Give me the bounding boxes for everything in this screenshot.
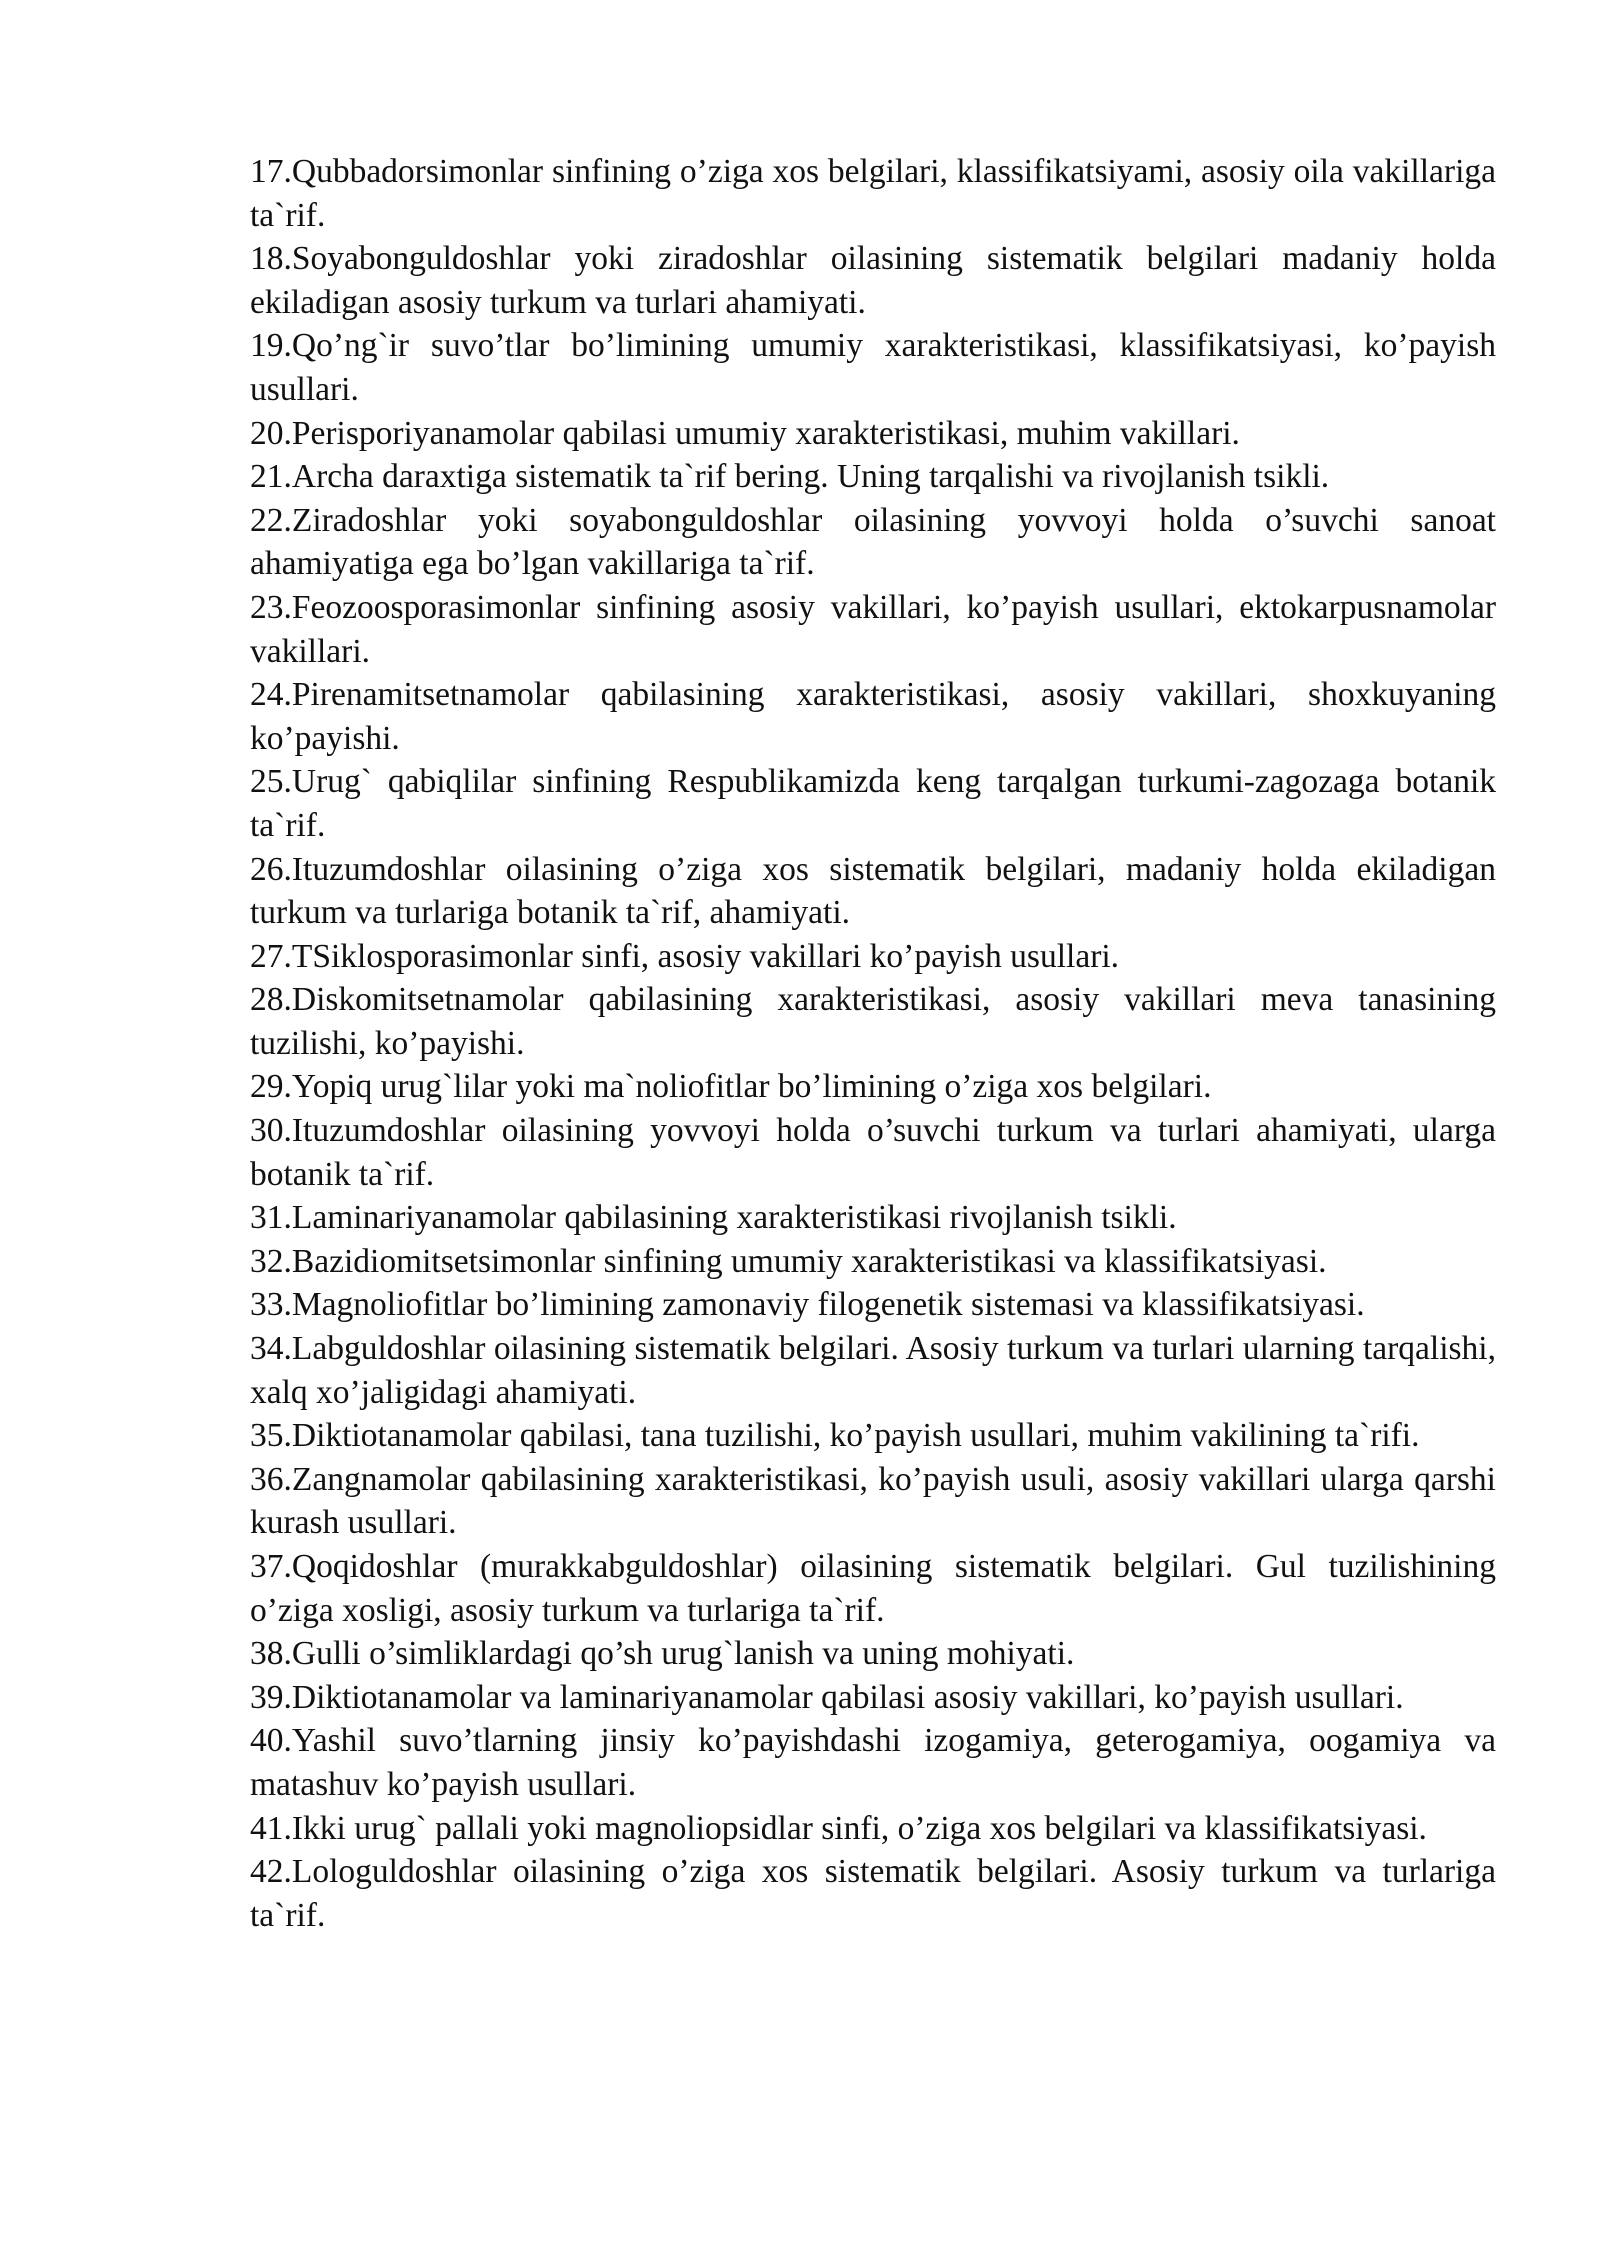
question-item-40: 40.Yashil suvo’tlarning jinsiy ko’payishdashi izogamiya, geterogamiya, oogamiya va matashuv ko’payish usullari.: [250, 1722, 1496, 1803]
question-item-28: 28.Diskomitsetnamolar qabilasining xarakteristikasi, asosiy vakillari meva tanasining tuzilishi, ko’payishi.: [250, 981, 1496, 1062]
question-item-20: 20.Perisporiyanamolar qabilasi umumiy xarakteristikasi, muhim vakillari.: [250, 414, 1240, 452]
question-item-25: 25.Urug` qabiqlilar sinfining Respublikamizda keng tarqalgan turkumi-zagozaga botanik ta`rif.: [250, 763, 1496, 844]
question-item-19: 19.Qo’ng`ir suvo’tlar bo’limining umumiy xarakteristikasi, klassifikatsiyasi, ko’payish usullari.: [250, 327, 1496, 408]
question-item-37: 37.Qoqidoshlar (murakkabguldoshlar) oilasining sistematik belgilari. Gul tuzilishining o’ziga xosligi, asosiy turkum va turlariga ta`rif.: [250, 1548, 1496, 1629]
question-item-17: 17.Qubbadorsimonlar sinfining o’ziga xos belgilari, klassifikatsiyami, asosiy oila vakillariga ta`rif.: [250, 153, 1496, 234]
question-item-22: 22.Ziradoshlar yoki soyabonguldoshlar oilasining yovvoyi holda o’suvchi sanoat ahamiyatiga ega bo’lgan vakillariga ta`rif.: [250, 501, 1496, 583]
question-item-39: 39.Diktiotanamolar va laminariyanamolar qabilasi asosiy vakillari, ko’payish usullari.: [250, 1678, 1404, 1716]
question-item-23: 23.Feozoosporasimonlar sinfining asosiy vakillari, ko’payish usullari, ektokarpusnamolar vakillari.: [250, 588, 1496, 670]
question-item-34: 34.Labguldoshlar oilasining sistematik belgilari. Asosiy turkum va turlari ularning tarqalishi, xalq xo’jaligidagi ahamiyati.: [250, 1330, 1496, 1411]
question-item-33: 33.Magnoliofitlar bo’limining zamonaviy filogenetik sistemasi va klassifikatsiyasi.: [250, 1286, 1365, 1324]
question-item-35: 35.Diktiotanamolar qabilasi, tana tuzilishi, ko’payish usullari, muhim vakilining ta`rifi.: [250, 1417, 1420, 1455]
question-item-29: 29.Yopiq urug`lilar yoki ma`noliofitlar bo’limining o’ziga xos belgilari.: [250, 1068, 1212, 1106]
question-item-38: 38.Gulli o’simliklardagi qo’sh urug`lanish va uning mohiyati.: [250, 1635, 1075, 1673]
question-item-31: 31.Laminariyanamolar qabilasining xarakteristikasi rivojlanish tsikli.: [250, 1199, 1177, 1237]
question-item-18: 18.Soyabonguldoshlar yoki ziradoshlar oilasining sistematik belgilari madaniy holda ekiladigan asosiy turkum va turlari ahamiyati.: [250, 240, 1496, 321]
question-item-27: 27.TSiklosporasimonlar sinfi, asosiy vakillari ko’payish usullari.: [250, 937, 1120, 975]
document-page: [250, 150, 1496, 1937]
question-item-30: 30.Ituzumdoshlar oilasining yovvoyi holda o’suvchi turkum va turlari ahamiyati, ularga botanik ta`rif.: [250, 1112, 1496, 1193]
question-item-41: 41.Ikki urug` pallali yoki magnoliopsidlar sinfi, o’ziga xos belgilari va klassifikatsiyasi.: [250, 1809, 1427, 1847]
question-item-21: 21.Archa daraxtiga sistematik ta`rif bering. Uning tarqalishi va rivojlanish tsikli.: [250, 458, 1330, 496]
question-item-42: 42.Lologuldoshlar oilasining o’ziga xos sistematik belgilari. Asosiy turkum va turlariga ta`rif.: [250, 1853, 1496, 1934]
question-item-24: 24.Pirenamitsetnamolar qabilasining xarakteristikasi, asosiy vakillari, shoxkuyaning ko’payishi.: [250, 676, 1496, 757]
question-item-36: 36.Zangnamolar qabilasining xarakteristikasi, ko’payish usuli, asosiy vakillari ularga qarshi kurash usullari.: [250, 1460, 1496, 1542]
question-item-26: 26.Ituzumdoshlar oilasining o’ziga xos sistematik belgilari, madaniy holda ekiladigan turkum va turlariga botanik ta`rif, ahamiyati.: [250, 850, 1496, 932]
question-item-32: 32.Bazidiomitsetsimonlar sinfining umumiy xarakteristikasi va klassifikatsiyasi.: [250, 1242, 1327, 1280]
